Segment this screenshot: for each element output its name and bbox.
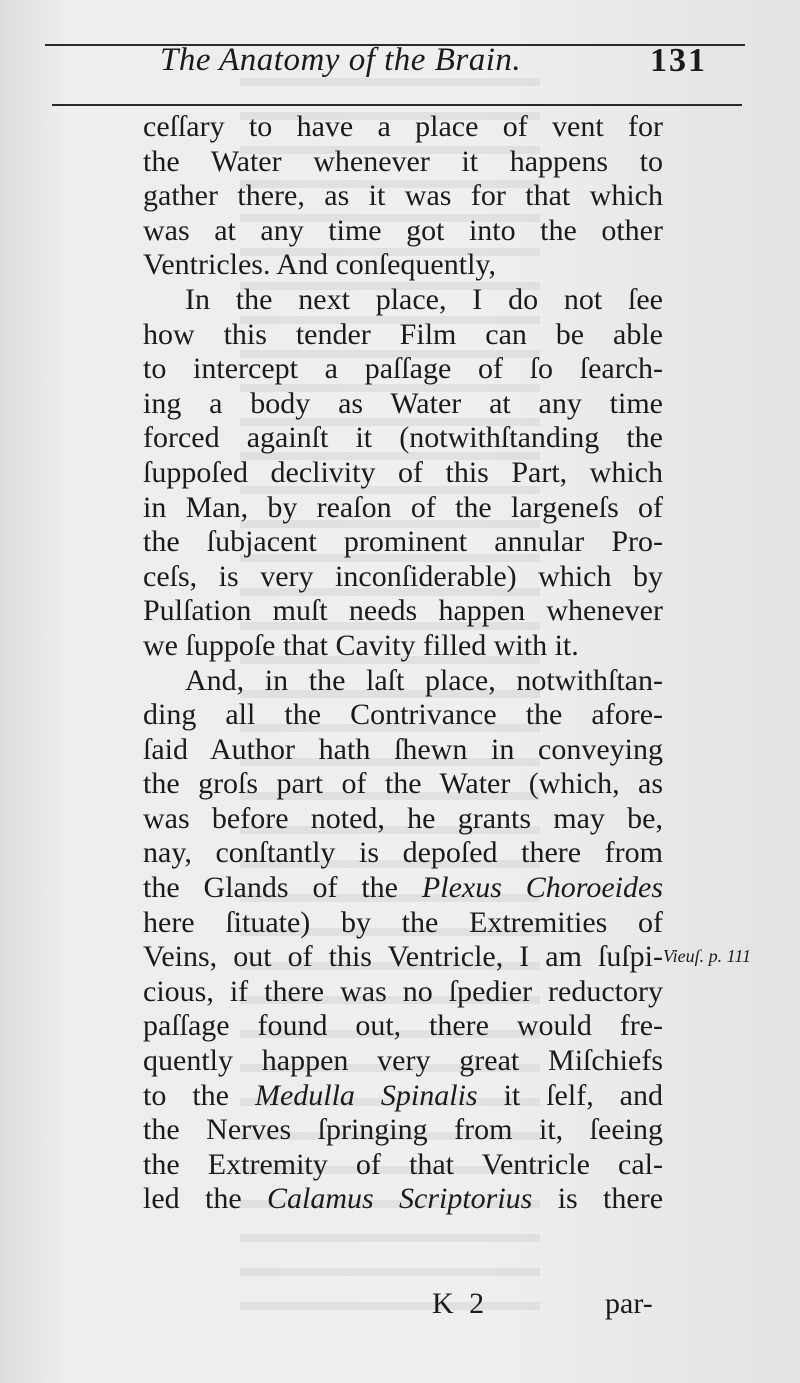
text-line: Veins, out of this Ventricle, I am ſuſpi-	[143, 940, 663, 974]
text-line	[143, 1182, 663, 1217]
text-line: the Nerves ſpringing from it, ſeeing	[143, 1113, 663, 1147]
text-fragment: is there	[557, 1182, 664, 1216]
page-number: 131	[650, 42, 707, 79]
text-line: ſaid Author hath ſhewn in conveying	[143, 732, 663, 766]
signature-mark: K 2	[432, 1287, 489, 1320]
text-line: here ſituate) by the Extremities of	[143, 905, 663, 939]
text-line	[143, 871, 663, 906]
text-line: paſſage found out, there would fre-	[143, 1009, 663, 1043]
body-text	[143, 110, 663, 1217]
text-line: in Man, by reaſon of the largeneſs of	[143, 490, 663, 524]
catchword: par-	[605, 1287, 653, 1320]
margin-note: Vieuſ. p. 111	[663, 946, 751, 966]
text-fragment: it ſelf, and	[503, 1078, 663, 1112]
text-line: ceſſary to have a place of vent for	[143, 110, 663, 143]
header-rule-bottom	[52, 104, 742, 106]
text-line: the Extremity of that Ventricle cal-	[143, 1147, 663, 1181]
text-line: how this tender Film can be able	[143, 317, 663, 351]
latin-term: Medulla Spinalis	[254, 1078, 478, 1112]
text-line: to intercept a paſſage of ſo ſearch-	[143, 352, 663, 386]
text-line: ding all the Contrivance the afore-	[143, 698, 663, 732]
running-title: The Anatomy of the Brain.	[160, 42, 522, 78]
text-line: nay, conſtantly is depoſed there from	[143, 836, 663, 870]
text-line: quently happen very great Miſchiefs	[143, 1044, 663, 1078]
latin-term: Calamus Scriptorius	[266, 1182, 533, 1216]
text-line: gather there, as it was for that which	[143, 179, 663, 213]
text-line: the groſs part of the Water (which, as	[143, 767, 663, 801]
text-line: was at any time got into the other	[143, 213, 663, 247]
text-line: was before noted, he grants may be,	[143, 801, 663, 835]
text-line: Ventricles. And conſequently,	[143, 248, 496, 282]
text-fragment: led the	[143, 1182, 242, 1216]
text-line: we ſuppoſe that Cavity filled with it.	[143, 628, 579, 662]
text-line: ceſs, is very inconſiderable) which by	[143, 559, 663, 593]
text-line: ſuppoſed declivity of this Part, which	[143, 455, 663, 489]
text-line: Pulſation muſt needs happen whenever	[143, 594, 663, 628]
text-line	[143, 1079, 663, 1114]
text-line: the ſubjacent prominent annular Pro-	[143, 525, 663, 559]
latin-term: Plexus Choroeides	[421, 871, 663, 905]
text-line: cious, if there was no ſpedier reductory	[143, 974, 663, 1008]
text-line: forced againſt it (notwithſtanding the	[143, 421, 663, 455]
text-line: In the next place, I do not ſee	[185, 282, 663, 316]
text-line: ing a body as Water at any time	[143, 386, 663, 420]
text-fragment: the Glands of the	[143, 871, 398, 905]
text-line: And, in the laſt place, notwithſtan-	[185, 663, 663, 697]
text-fragment: to the	[143, 1078, 229, 1112]
text-line: the Water whenever it happens to	[143, 144, 663, 178]
